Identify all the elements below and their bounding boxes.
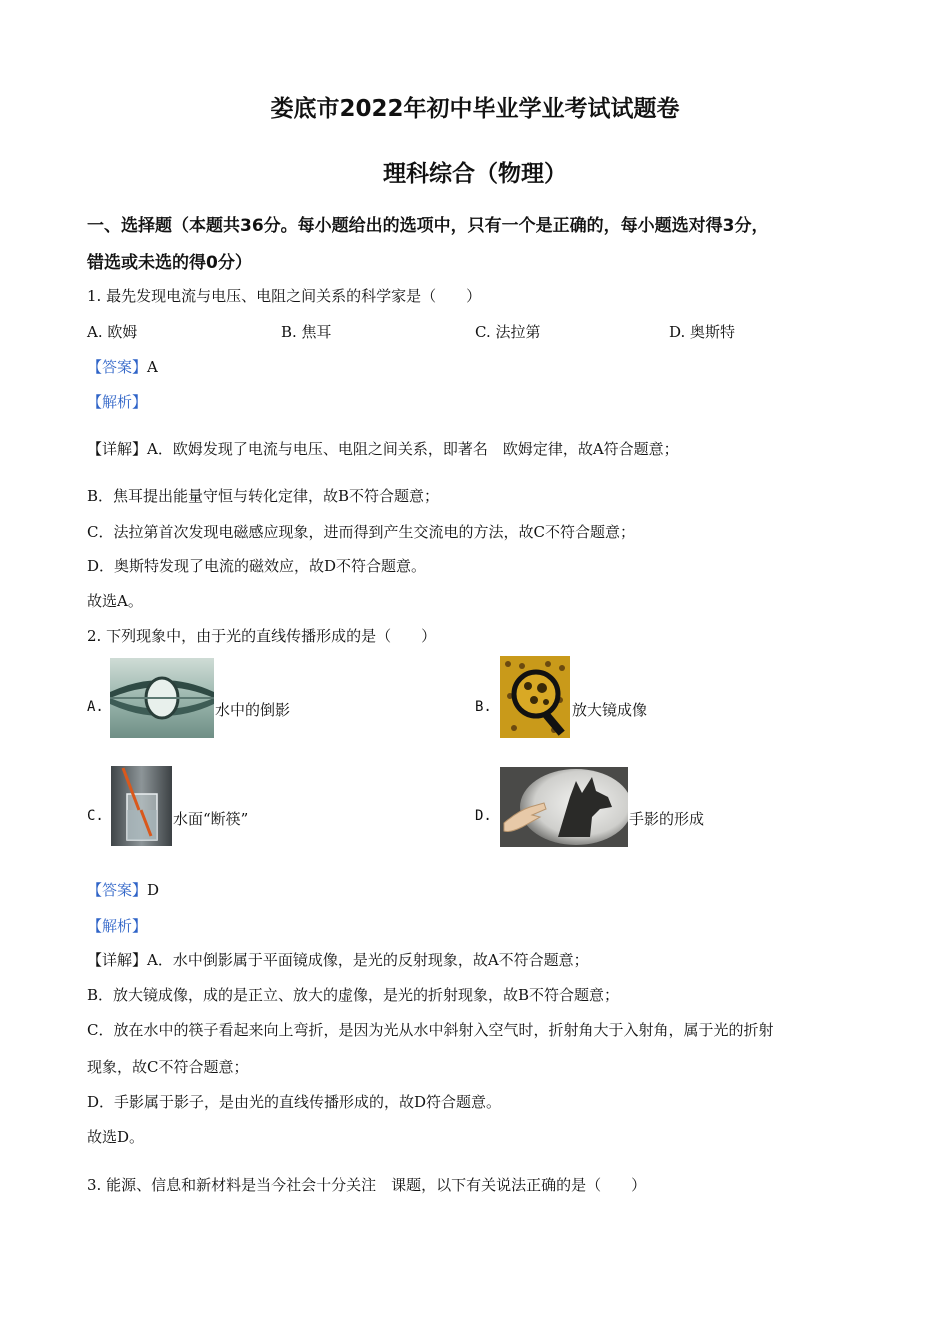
q2-option-c-caption: 水面“断筷” — [173, 810, 249, 828]
q2-detail-text-4: D．手影属于影子，是由光的直线传播形成的，故D符合题意。 — [87, 1093, 502, 1111]
chopstick-glass-image — [111, 766, 172, 846]
q1-detail-text-3: D．奥斯特发现了电流的磁效应，故D不符合题意。 — [87, 557, 427, 575]
q2-option-a-caption: 水中的倒影 — [215, 701, 291, 719]
section-header-line1: 一、选择题（本题共36分。每小题给出的选项中，只有一个是正确的，每小题选对得3分， — [87, 216, 769, 236]
q1-answer — [87, 356, 158, 377]
q2-detail-line — [87, 949, 589, 970]
magnifier-image — [500, 656, 570, 738]
q2-option-b-caption: 放大镜成像 — [572, 701, 648, 719]
exam-title: 娄底市2022年初中毕业学业考试试题卷 — [270, 96, 680, 122]
q2-answer-tag: 【答案】 — [87, 881, 148, 899]
q1-detail-line — [87, 438, 679, 459]
q3-stem: 3. 能源、信息和新材料是当今社会十分关注 课题，以下有关说法正确的是（ ） — [87, 1176, 647, 1194]
q2-detail-text-2: C．放在水中的筷子看起来向上弯折，是因为光从水中斜射入空气时，折射角大于入射角，属于光的折射 — [87, 1021, 774, 1039]
q1-option-c: C. 法拉第 — [475, 323, 541, 341]
q2-answer-value: D — [147, 881, 160, 899]
q1-option-b: B. 焦耳 — [281, 323, 332, 341]
q1-answer-value: A — [147, 358, 158, 376]
q2-option-b-letter: B. — [475, 699, 492, 715]
q1-detail-text-1: B．焦耳提出能量守恒与转化定律，故B不符合题意； — [87, 487, 440, 505]
q2-option-a-letter: A. — [87, 699, 104, 715]
q2-detail-text-1: B．放大镜成像，成的是正立、放大的虚像，是光的折射现象，故B不符合题意； — [87, 986, 620, 1004]
section-header-line2: 错选或未选的得0分） — [87, 253, 252, 273]
q2-detail-tag: 【详解】 — [87, 951, 148, 969]
q1-option-d: D. 奥斯特 — [669, 323, 736, 341]
q2-option-d-letter: D. — [475, 808, 492, 824]
exam-subtitle: 理科综合（物理） — [383, 161, 567, 187]
q2-conclusion: 故选D。 — [87, 1128, 145, 1146]
q1-stem: 1. 最先发现电流与电压、电阻之间关系的科学家是（ ） — [87, 287, 482, 305]
q1-analysis-tag: 【解析】 — [87, 393, 148, 411]
q1-detail-text-2: C．法拉第首次发现电磁感应现象，进而得到产生交流电的方法，故C不符合题意； — [87, 523, 635, 541]
q1-option-a: A. 欧姆 — [87, 323, 138, 341]
q1-answer-tag: 【答案】 — [87, 358, 148, 376]
bridge-reflection-image — [110, 658, 214, 738]
q2-option-c-letter: C. — [87, 808, 104, 824]
q1-conclusion: 故选A。 — [87, 592, 143, 610]
q1-detail-tag: 【详解】 — [87, 440, 148, 458]
hand-shadow-image — [500, 767, 628, 847]
q2-answer — [87, 879, 159, 900]
q1-detail-text-0: A．欧姆发现了电流与电压、电阻之间关系，即著名 欧姆定律，故A符合题意； — [147, 440, 679, 458]
q2-detail-text-3: 现象，故C不符合题意； — [87, 1058, 249, 1076]
q2-analysis-tag: 【解析】 — [87, 917, 148, 935]
q2-option-d-caption: 手影的形成 — [629, 810, 705, 828]
q2-detail-text-0: A．水中倒影属于平面镜成像，是光的反射现象，故A不符合题意； — [147, 951, 589, 969]
q2-stem: 2. 下列现象中，由于光的直线传播形成的是（ ） — [87, 627, 437, 645]
